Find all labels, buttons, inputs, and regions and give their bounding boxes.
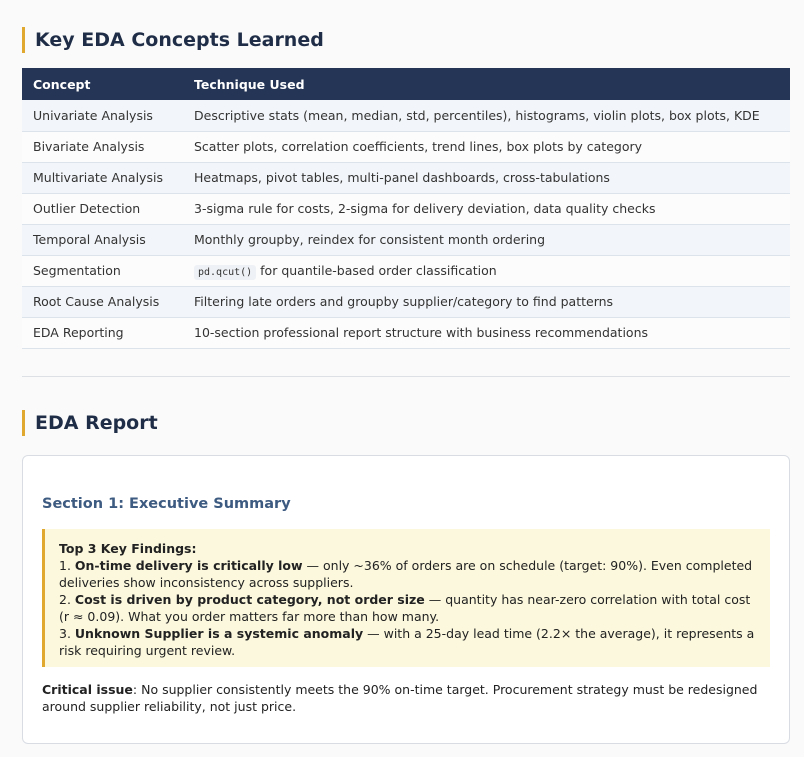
executive-summary-title: Section 1: Executive Summary xyxy=(42,496,291,512)
column-header-concept: Concept xyxy=(33,76,91,92)
table-row xyxy=(22,317,790,348)
table-row xyxy=(22,100,790,131)
table-row xyxy=(22,162,790,193)
technique-cell: 3-sigma rule for costs, 2-sigma for delivery deviation, data quality checks xyxy=(183,193,790,224)
finding-number: 3. xyxy=(59,626,75,641)
findings-heading: Top 3 Key Findings: xyxy=(59,541,197,556)
finding-bold: Cost is driven by product category, not order size xyxy=(74,592,425,607)
section-divider xyxy=(22,376,790,377)
technique-text: for quantile-based order classification xyxy=(256,263,497,278)
table-row xyxy=(22,193,790,224)
technique-cell xyxy=(183,255,790,286)
finding-number: 2. xyxy=(59,592,75,607)
key-findings-callout xyxy=(42,529,770,667)
table-row xyxy=(22,255,790,286)
technique-cell: Monthly groupby, reindex for consistent month ordering xyxy=(183,224,790,255)
concept-cell: Univariate Analysis xyxy=(22,100,183,131)
report-card xyxy=(22,455,790,744)
technique-cell: Heatmaps, pivot tables, multi-panel dashboards, cross-tabulations xyxy=(183,162,790,193)
report-section-title: EDA Report xyxy=(22,410,158,436)
finding-item xyxy=(59,557,756,591)
finding-bold: On-time delivery is critically low xyxy=(74,558,303,573)
finding-text: — with a 25-day lead time (2.2× the average), it represents a risk requiring urgent review. xyxy=(59,626,755,658)
critical-issue-paragraph xyxy=(42,681,774,715)
table-row xyxy=(22,286,790,317)
column-header-technique: Technique Used xyxy=(194,76,305,92)
finding-bold: Unknown Supplier is a systemic anomaly xyxy=(74,626,364,641)
concepts-table xyxy=(22,68,790,349)
finding-text: — only ~36% of orders are on schedule (target: 90%). Even completed deliveries show inconsistency across suppliers. xyxy=(59,558,753,590)
finding-number: 1. xyxy=(59,558,75,573)
inline-code: pd.qcut() xyxy=(194,265,256,280)
technique-cell: Filtering late orders and groupby supplier/category to find patterns xyxy=(183,286,790,317)
concept-cell: Root Cause Analysis xyxy=(22,286,183,317)
finding-item xyxy=(59,625,756,659)
concept-cell: Multivariate Analysis xyxy=(22,162,183,193)
concept-cell: Outlier Detection xyxy=(22,193,183,224)
technique-cell: 10-section professional report structure with business recommendations xyxy=(183,317,790,348)
technique-cell: Descriptive stats (mean, median, std, percentiles), histograms, violin plots, box plots, KDE xyxy=(183,100,790,131)
finding-text: — quantity has near-zero correlation with total cost (r ≈ 0.09). What you order matters far more than how many. xyxy=(59,592,751,624)
critical-issue-label: Critical issue xyxy=(42,682,133,697)
concept-cell: Temporal Analysis xyxy=(22,224,183,255)
concepts-section-title: Key EDA Concepts Learned xyxy=(22,27,324,53)
finding-item xyxy=(59,591,756,625)
table-row xyxy=(22,131,790,162)
concept-cell: Bivariate Analysis xyxy=(22,131,183,162)
technique-cell: Scatter plots, correlation coefficients, trend lines, box plots by category xyxy=(183,131,790,162)
table-header-row xyxy=(22,68,790,100)
table-row xyxy=(22,224,790,255)
critical-issue-text: : No supplier consistently meets the 90% on-time target. Procurement strategy must be redesigned around supplier reliability, not just price. xyxy=(42,682,758,714)
concept-cell: EDA Reporting xyxy=(22,317,183,348)
concept-cell: Segmentation xyxy=(22,255,183,286)
